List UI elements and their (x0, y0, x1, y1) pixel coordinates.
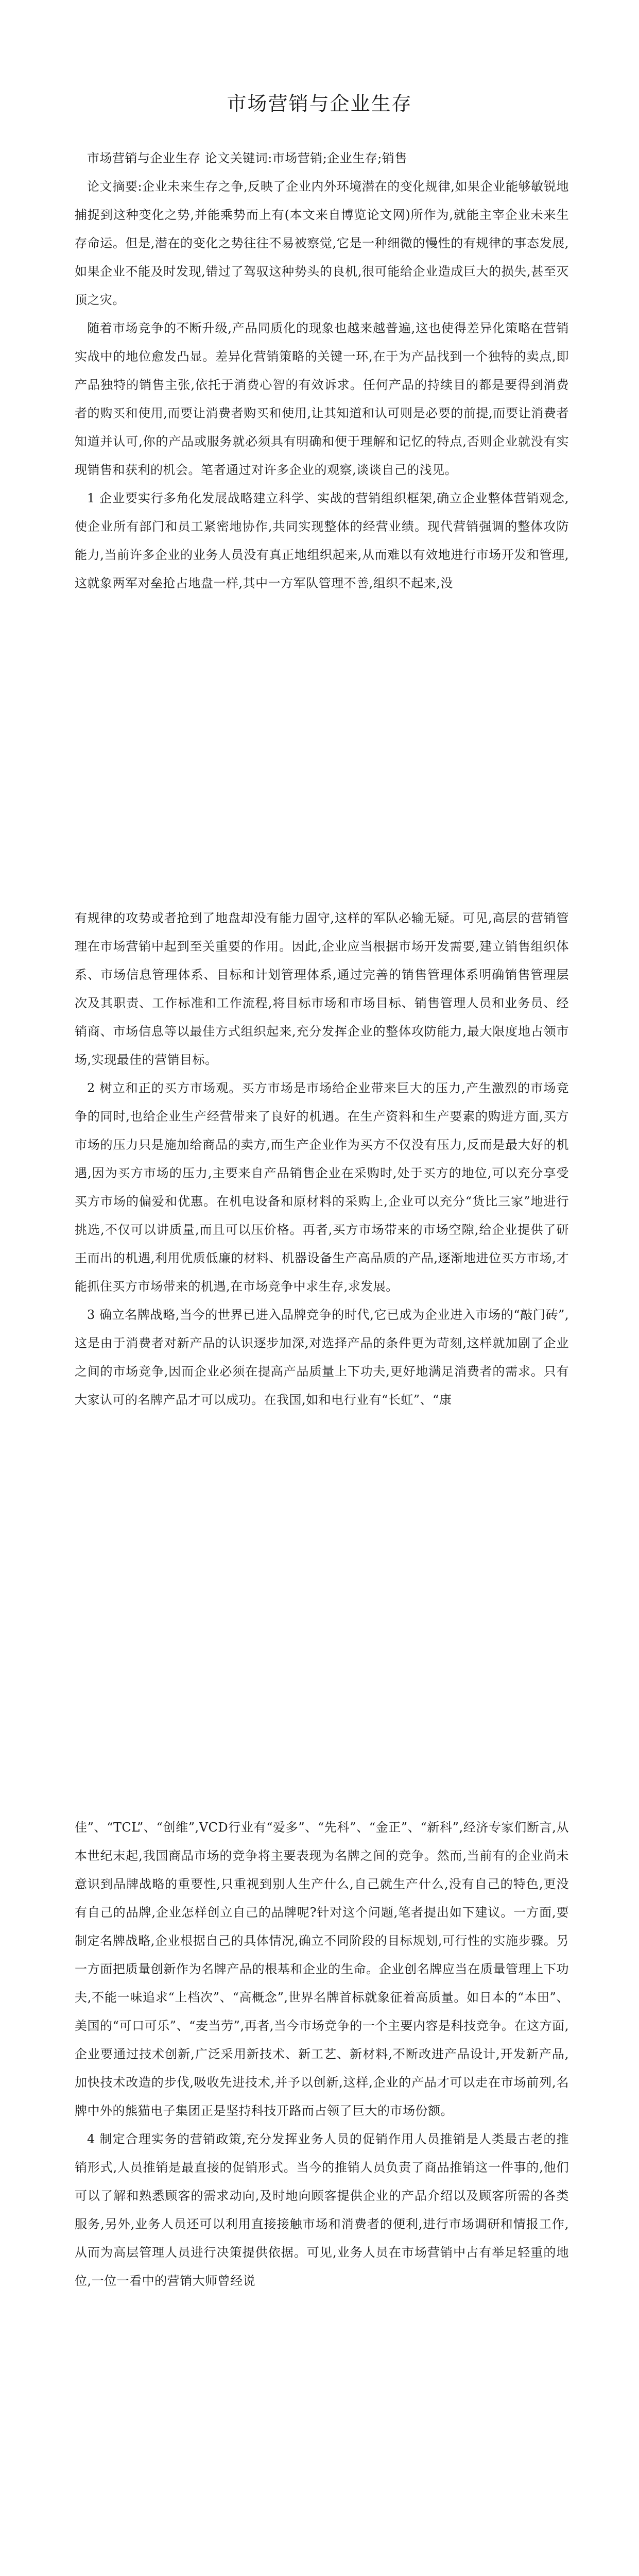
point-1-paragraph: 1 企业要实行多角化发展战略建立科学、实战的营销组织框架,确立企业整体营销观念,使企业所有部门和员工紧密地协作,共同实现整体的经营业绩。现代营销强调的整体攻防能力,当前许多企业的业务人员没有真正地组织起来,从而难以有效地进行市场开发和管理,这就象两军对垒抢占地盘一样,其中一方军队管理不善,组织不起来,没 (75, 491, 569, 590)
meta-line: 市场营销与企业生存 论文关键词:市场营销;企业生存;销售 (87, 151, 407, 165)
point-3-continued: 佳”、“TCL”、“创维”,VCD行业有“爱多”、“先科”、“金正”、“新科”,经济专家们断言,从本世纪末起,我国商品市场的竞争将主要表现为名牌之间的竞争。然而,当前有的企业尚未意识到品牌战略的重要性,只重视到别人生产什么,自己就生产什么,没有自己的特色,更没有自己的品牌,企业怎样创立自己的品牌呢?针对这个问题,笔者提出如下建议。一方面,要制定名牌战略,企业根据自己的具体情况,确立不同阶段的目标规划,可行性的实施步骤。另一方面把质量创新作为名牌产品的根基和企业的生命。企业创名牌应当在质量管理上下功夫,不能一味追求“上档次”、“高概念”,世界名牌首标就象征着高质量。如日本的“本田”、美国的“可口可乐”、“麦当劳”,再者,当今市场竞争的一个主要内容是科技竞争。在这方面,企业要通过技术创新,广泛采用新技术、新工艺、新材料,不断改进产品设计,开发新产品,加快技术改造的步伐,吸收先进技术,并予以创新,这样,企业的产品才可以走在市场前列,名牌中外的熊猫电子集团正是坚持科技开路而占领了巨大的市场份额。 (75, 1820, 569, 2118)
point-4-paragraph: 4 制定合理实务的营销政策,充分发挥业务人员的促销作用人员推销是人类最古老的推销形式,人员推销是最直接的促销形式。当今的推销人员负责了商品推销这一件事的,他们可以了解和熟悉顾客的需求动向,及时地向顾客提供企业的产品介绍以及顾客所需的各类服务,另外,业务人员还可以利用直接接触市场和消费者的便利,进行市场调研和情报工作,从而为高层管理人员进行决策提供依据。可见,业务人员在市场营销中占有举足轻重的地位,一位一看中的营销大师曾经说 (75, 2132, 569, 2288)
text-block-2 (75, 904, 569, 1414)
page-title: 市场营销与企业生存 (227, 92, 412, 115)
abstract-paragraph: 论文摘要:企业未来生存之争,反映了企业内外环境潜在的变化规律,如果企业能够敏锐地捕捉到这种变化之势,并能乘势而上有(本文来自博览论文网)所作为,就能主宰企业未来生存命运。但是,潜在的变化之势往往不易被察觉,它是一种细微的慢性的有规律的事态发展,如果企业不能及时发现,错过了驾驭这种势头的良机,很可能给企业造成巨大的损失,甚至灭顶之灾。 (75, 179, 569, 307)
text-block-3 (75, 1814, 569, 2295)
point-3-paragraph: 3 确立名牌战略,当今的世界已进入品牌竞争的时代,它已成为企业进入市场的“敲门砖”,这是由于消费者对新产品的认识逐步加深,对选择产品的条件更为苛刻,这样就加剧了企业之间的市场竞争,因而企业必须在提高产品质量上下功夫,更好地满足消费者的需求。只有大家认可的名牌产品才可以成功。在我国,如和电行业有“长虹”、“康 (75, 1308, 569, 1407)
intro-paragraph: 随着市场竞争的不断升级,产品同质化的现象也越来越普遍,这也使得差异化策略在营销实战中的地位愈发凸显。差异化营销策略的关键一环,在于为产品找到一个独特的卖点,即产品独特的销售主张,依托于消费心智的有效诉求。任何产品的持续目的都是要得到消费者的购买和使用,而要让消费者购买和使用,让其知道和认可则是必要的前提,而要让消费者知道并认可,你的产品或服务就必须具有明确和便于理解和记忆的特点,否则企业就没有实现销售和获利的机会。笔者通过对许多企业的观察,谈谈自己的浅见。 (75, 321, 569, 477)
point-1-continued: 有规律的攻势或者抢到了地盘却没有能力固守,这样的军队必输无疑。可见,高层的营销管理在市场营销中起到至关重要的作用。因此,企业应当根据市场开发需要,建立销售组织体系、市场信息管理体系、目标和计划管理体系,通过完善的销售管理体系明确销售管理层次及其职责、工作标准和工作流程,将目标市场和市场目标、销售管理人员和业务员、经销商、市场信息等以最佳方式组织起来,充分发挥企业的整体攻防能力,最大限度地占领市场,实现最佳的营销目标。 (75, 911, 569, 1067)
point-2-paragraph: 2 树立和正的买方市场观。买方市场是市场给企业带来巨大的压力,产生激烈的市场竞争的同时,也给企业生产经营带来了良好的机遇。在生产资料和生产要素的购进方面,买方市场的压力只是施加给商品的卖方,而生产企业作为买方不仅没有压力,反而是最大好的机遇,因为买方市场的压力,主要来自产品销售企业在采购时,处于买方的地位,可以充分享受买方市场的偏爱和优惠。在机电设备和原材料的采购上,企业可以充分“货比三家”地进行挑选,不仅可以讲质量,而且可以压价格。再者,买方市场带来的市场空隙,给企业提供了研王而出的机遇,利用优质低廉的材料、机器设备生产高品质的产品,逐渐地进位买方市场,才能抓住买方市场带来的机遇,在市场竞争中求生存,求发展。 (75, 1081, 569, 1294)
text-block-1 (75, 144, 569, 598)
